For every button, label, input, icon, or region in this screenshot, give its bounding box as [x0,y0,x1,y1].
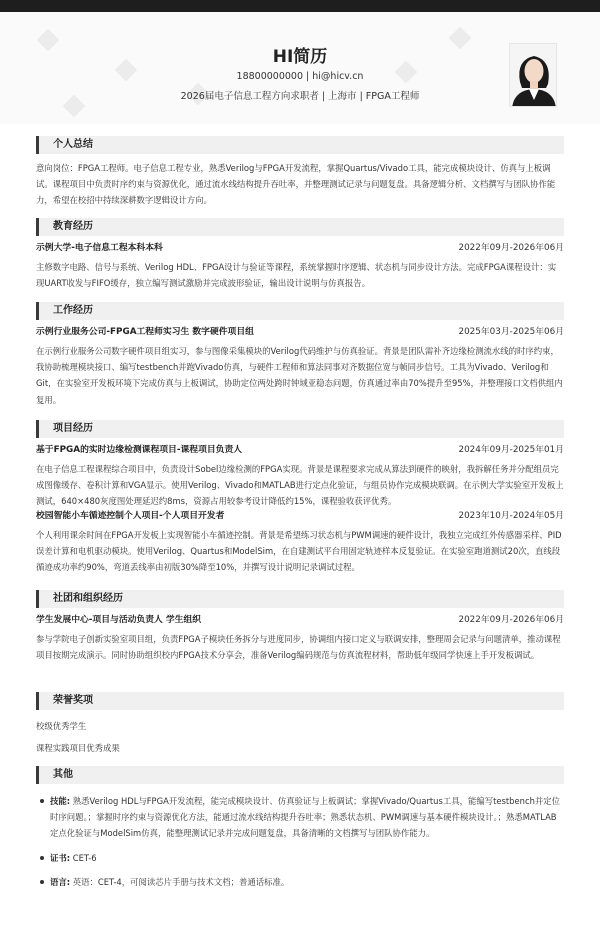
award-item: 课程实践项目优秀成果 [36,743,120,754]
section-title-work: 工作经历 [36,302,564,320]
other-list [36,793,564,890]
project-row [36,442,564,458]
work-text: 在示例行业服务公司数字硬件项目组实习，参与图像采集模块的Verilog代码维护与仿真验证。背景是团队需补齐边缘检测流水线的时序约束，我协助梳理模块接口、编写testbench并跑Vivado仿真，与硬件工程师和算法同事对齐数据位宽与帧同步信号。工具为Vivado、Verilog和Git，在实验室开发板环境下完成仿真与上板调试，协助定位两处跨时钟域亚稳态问题，仿真通过率由70%提升至95%，并整理接口文档供组内复用。 [36,346,563,405]
contact-line: 18800000000 | hi@hicv.cn [236,71,364,82]
section-title-awards: 荣誉奖项 [36,692,564,710]
award-item: 校级优秀学生 [36,721,87,731]
awards-section [36,692,564,756]
project-text: 在电子信息工程课程综合项目中，负责设计Sobel边缘检测的FPGA实现。背景是课程要求完成从算法到硬件的映射，我拆解任务并分配组员完成图像缓存、卷积计算和VGA显示。使用Verilog、Vivado和MATLAB进行定点化验证，与组员协作完成模块联调。在示例大学实验室开发板上测试，640×480灰度图处理延迟约8ms，资源占用较参考设计降低约15%，课程验收获评优秀。 [36,464,564,507]
portrait-icon [510,44,557,107]
section-title-other: 其他 [36,766,564,784]
work-section [36,302,564,408]
club-date: 2022年09月-2026年06月 [458,615,564,625]
education-section [36,218,564,291]
section-title-summary: 个人总结 [36,136,564,154]
club-row [36,612,564,628]
other-label: 技能: [50,796,71,806]
summary-section [36,136,564,209]
other-text: CET-6 [70,852,97,863]
project-org: 校园智能小车循迹控制个人项目-个人项目开发者 [36,510,225,521]
work-org: 示例行业服务公司-FPGA工程师实习生 数字硬件项目组 [36,327,254,337]
top-bar [0,0,600,12]
education-row [36,240,564,256]
other-item-language [36,874,564,890]
project-date: 2023年10月-2024年05月 [458,510,564,521]
project-org: 基于FPGA的实时边缘检测课程项目-课程项目负责人 [36,445,243,455]
other-section [36,766,564,890]
other-item-skills [36,793,564,842]
club-text: 参与学院电子创新实验室项目组，负责FPGA子模块任务拆分与进度同步，协调组内接口定义与联调安排，整理周会记录与问题清单，推动课程项目按期完成演示。同时协助组织校内FPGA技术分享会，准备Verilog编码规范与仿真流程材料，帮助低年级同学快速上手开发板调试。 [36,634,561,661]
summary-text: 意向岗位：FPGA工程师。电子信息工程专业，熟悉Verilog与FPGA开发流程，掌握Quartus/Vivado工具，能完成模块设计、仿真与上板调试。课程项目中负责时序约束与资源优化，通过流水线结构提升吞吐率，并整理测试记录与问题复盘。具备逻辑分析、文档撰写与团队协作能力，希望在校招中持续深耕数字逻辑设计方向。 [36,163,556,206]
projects-section [36,420,564,575]
education-org: 示例大学-电子信息工程本科本科 [36,243,163,253]
other-label: 语言: [50,876,71,887]
resume-name: HI简历 [272,47,328,67]
section-title-projects: 项目经历 [36,420,564,438]
other-label: 证书: [50,852,71,863]
work-row [36,324,564,340]
project-date: 2024年09月-2025年01月 [458,445,564,455]
other-item-certificates [36,850,564,866]
club-section [36,590,564,663]
work-date: 2025年03月-2025年06月 [458,327,564,337]
project-text: 个人利用课余时间在FPGA开发板上实现智能小车循迹控制。背景是希望练习状态机与PWM调速的硬件设计，我独立完成红外传感器采样、PID误差计算和电机驱动模块。使用Verilog、Quartus和ModelSim，在自建测试平台用固定轨迹样本反复验证。在实验室跑道测试20次，直线段循迹成功率约90%，弯道丢线率由初版30%降至10%，并撰写设计说明记录调试过程。 [36,529,562,573]
education-date: 2022年09月-2026年06月 [458,243,564,253]
project-row [36,508,564,524]
other-text: 熟悉Verilog HDL与FPGA开发流程，能完成模块设计、仿真验证与上板调试；掌握Vivado/Quartus工具，能编写testbench并定位时序问题。；掌握时序约束与资源优化方法，能通过流水线结构提升吞吐率；熟悉状态机、PWM调速与基本硬件模块设计。；熟悉MATLAB定点化验证与ModelSim仿真，能整理测试记录并完成问题复盘，具备清晰的文档撰写与团队协作能力。 [50,796,560,839]
section-title-club: 社团和组织经历 [36,590,564,608]
education-text: 主修数字电路、信号与系统、Verilog HDL、FPGA设计与验证等课程，系统掌握时序逻辑、状态机与同步设计方法。完成FPGA课程设计：实现UART收发与FIFO缓存，独立编写测试激励并完成波形验证，输出设计说明与仿真报告。 [36,262,557,289]
job-intent-line: 2026届电子信息工程方向求职者 | 上海市 | FPGA工程师 [180,91,420,102]
profile-photo [509,43,557,107]
other-text: 英语：CET-4，可阅读芯片手册与技术文档；普通话标准。 [70,876,290,887]
club-org: 学生发展中心-项目与活动负责人 学生组织 [36,615,202,625]
section-title-education: 教育经历 [36,218,564,236]
